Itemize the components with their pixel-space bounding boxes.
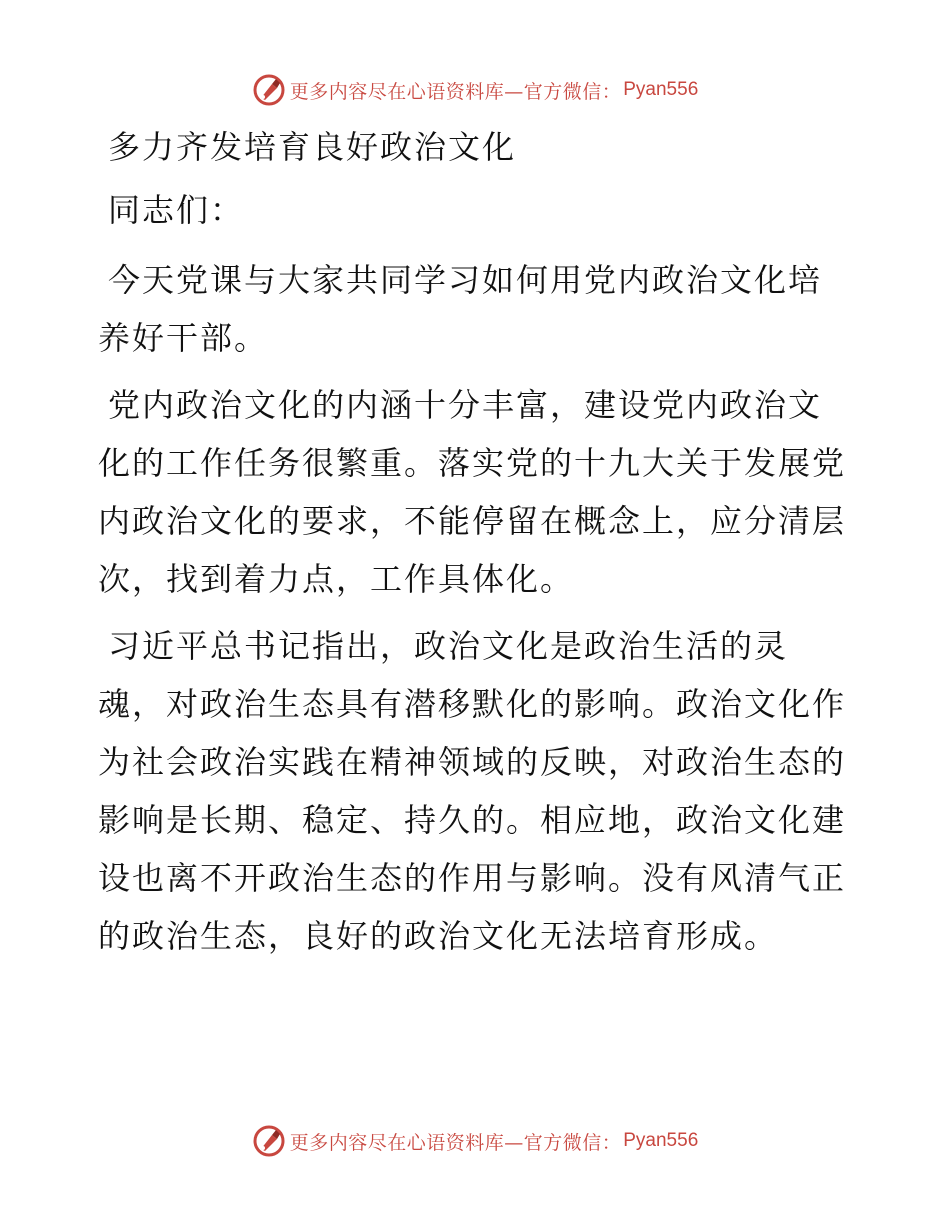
paragraph-1: 今天党课与大家共同学习如何用党内政治文化培养好干部。 [98,261,823,357]
pen-nib-logo-icon [252,73,286,107]
document-title: 多力齐发培育良好政治文化 [108,128,517,166]
footer-watermark [0,1121,950,1161]
watermark-handle: Pyan556 [623,79,699,100]
watermark-text: 更多内容尽在心语资料库—官方微信： [289,1131,622,1154]
pen-nib-logo-icon [252,1124,286,1158]
paragraph-3: 习近平总书记指出，政治文化是政治生活的灵魂，对政治生态具有潜移默化的影响。政治文化作为社会政治实践在精神领域的反映，对政治生态的影响是长期、稳定、持久的。相应地，政治文化建设也离不开政治生态的作用与影响。没有风清气正的政治生态，良好的政治文化无法培育形成。 [98,627,847,955]
header-watermark [0,70,950,110]
watermark-text: 更多内容尽在心语资料库—官方微信： [289,80,622,103]
paragraph-2: 党内政治文化的内涵十分丰富，建设党内政治文化的工作任务很繁重。落实党的十九大关于发展党内政治文化的要求，不能停留在概念上，应分清层次，找到着力点，工作具体化。 [98,386,847,598]
document-body [98,118,850,974]
document-greeting: 同志们： [108,191,245,229]
watermark-handle: Pyan556 [623,1130,699,1151]
